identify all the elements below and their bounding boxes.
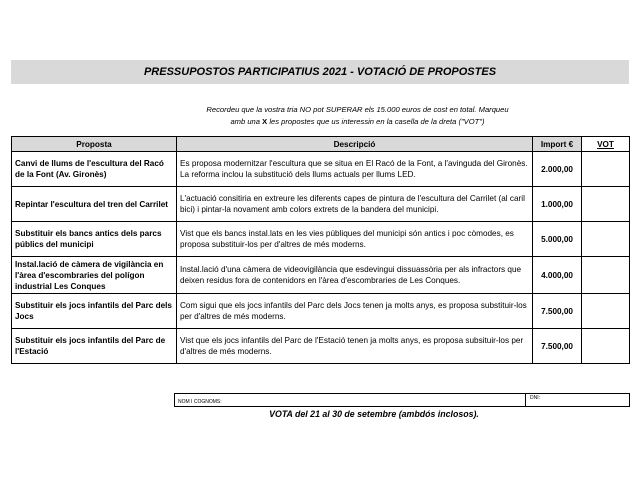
vote-cell[interactable] [582, 294, 630, 329]
vote-cell[interactable] [582, 222, 630, 257]
proposal-amount: 5.000,00 [533, 222, 582, 257]
proposals-table [11, 136, 630, 364]
proposal-name: Substituir els jocs infantils del Parc dels Jocs [12, 294, 177, 329]
proposal-description: Instal.lació d'una càmera de videovigilància que esdevingui dissuassòria per als infractors que deixen residus fora de contenidors en l'àrea d'escombraries de Les Conques. [177, 257, 533, 294]
header-vot: VOT [582, 137, 630, 152]
proposal-description: L'actuació consitiria en extreure les diferents capes de pintura de l'escultura del Carrilet (al caril bici) i pintar-la novament amb colors extrets de la bandera del municipi. [177, 187, 533, 222]
voting-period: VOTA del 21 al 30 de setembre (ambdós inclosos). [269, 409, 479, 419]
table-row [12, 187, 630, 222]
proposal-name: Instal.lació de càmera de vigilància en l'àrea d'escombraries del polígon industrial Les Conques [12, 257, 177, 294]
proposal-amount: 2.000,00 [533, 152, 582, 187]
document-title [11, 60, 629, 84]
proposal-description: Vist que els bancs instal.lats en les vies públiques del municipi són antics i poc còmodes, es proposa substituir-los per d'altres de més moderns. [177, 222, 533, 257]
table-row [12, 329, 630, 364]
proposal-name: Canvi de llums de l'escultura del Racó de la Font (Av. Gironès) [12, 152, 177, 187]
proposal-description: Vist que els jocs infantils del Parc de l'Estació tenen ja molts anys, es proposa subsituir-los per d'altres de més moderns. [177, 329, 533, 364]
table-row [12, 222, 630, 257]
proposal-amount: 7.500,00 [533, 329, 582, 364]
proposal-description: Com sigui que els jocs infantils del Parc dels Jocs tenen ja molts anys, es proposa substituir-los per d'altres de més moderns. [177, 294, 533, 329]
proposal-name: Substituir els jocs infantils del Parc de l'Estació [12, 329, 177, 364]
proposal-amount: 4.000,00 [533, 257, 582, 294]
dni-label: DNI: [530, 395, 540, 401]
field-divider [525, 394, 526, 406]
header-proposta: Proposta [12, 137, 177, 152]
proposal-amount: 7.500,00 [533, 294, 582, 329]
mark-x: X [262, 117, 268, 126]
vote-cell[interactable] [582, 187, 630, 222]
note-line-1: Recordeu que la vostra tria NO pot SUPERAR els 15.000 euros de cost en total. Marqueu [206, 105, 509, 114]
header-descripcio: Descripció [177, 137, 533, 152]
table-header-row [12, 137, 630, 152]
header-import: Import € [533, 137, 582, 152]
instructions-note [160, 104, 555, 128]
table-row [12, 152, 630, 187]
vote-cell[interactable] [582, 152, 630, 187]
proposal-amount: 1.000,00 [533, 187, 582, 222]
table-row [12, 294, 630, 329]
proposal-name: Repintar l'escultura del tren del Carrilet [12, 187, 177, 222]
vote-cell[interactable] [582, 329, 630, 364]
table-row [12, 257, 630, 294]
title-text: PRESSUPOSTOS PARTICIPATIUS 2021 - VOTACIÓ DE PROPOSTES [143, 66, 497, 78]
vote-cell[interactable] [582, 257, 630, 294]
proposal-name: Substituir els bancs antics dels parcs públics del municipi [12, 222, 177, 257]
name-label: NOM I COGNOMS: [178, 399, 222, 405]
note-line-2: amb una X les propostes que us interessin en la casella de la dreta ("VOT") [230, 117, 485, 126]
proposal-description: Es proposa modernitzar l'escultura que se situa en El Racó de la Font, a l'avinguda del Gironès. La reforma inclou la substitució dels llums actuals per llums LED. [177, 152, 533, 187]
voter-info-box [174, 393, 630, 407]
